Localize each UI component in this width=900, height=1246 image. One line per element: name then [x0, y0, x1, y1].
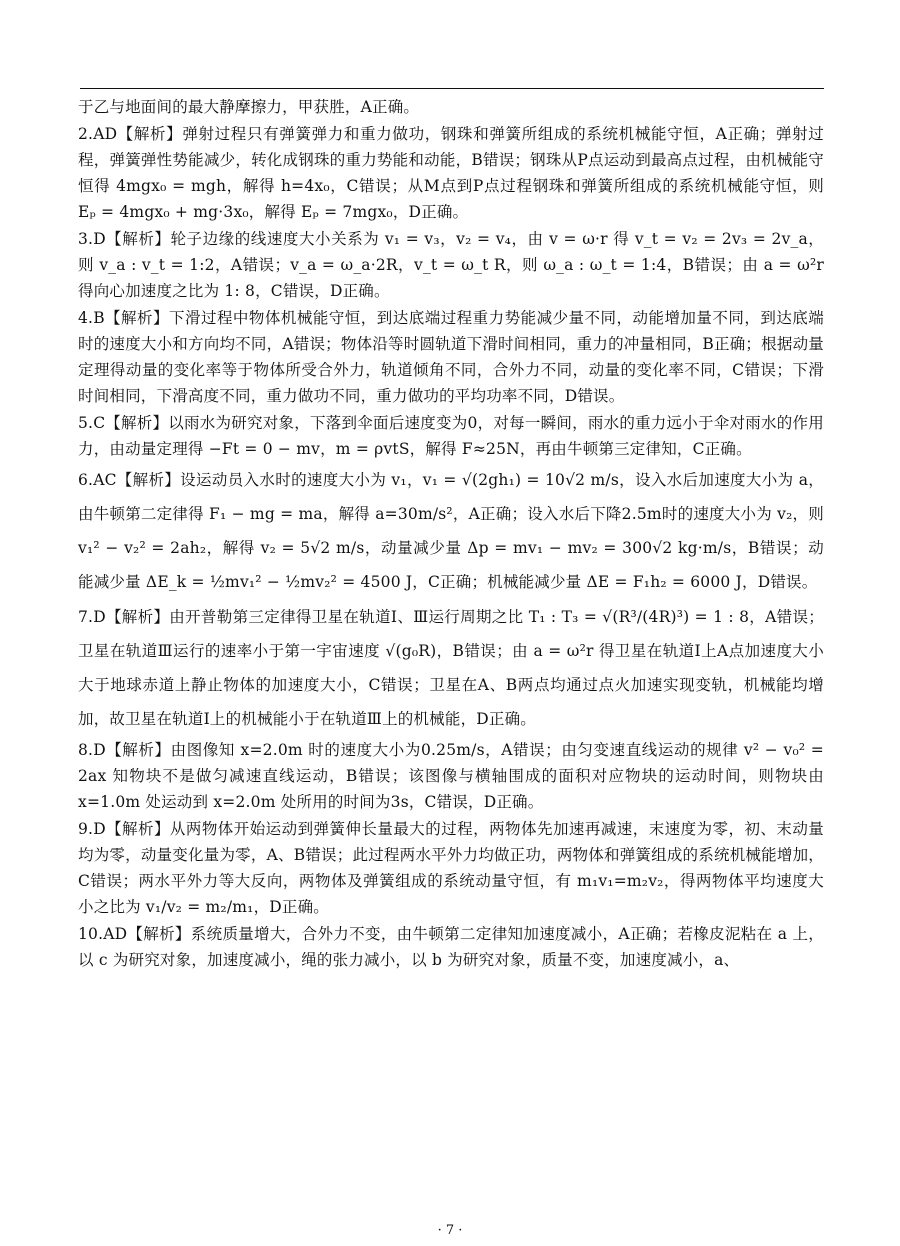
- paragraph-answer-2: 2.AD【解析】弹射过程只有弹簧弹力和重力做功，钢珠和弹簧所组成的系统机械能守恒，A正确；弹射过程，弹簧弹性势能减少，转化成钢珠的重力势能和动能，B错误；钢珠从P点运动到最高点过程，由机械能守恒得 4mgx₀ = mgh，解得 h=4x₀，C错误；从M点到P点过程钢珠和弹簧所组成的系统机械能守恒，则 Eₚ = 4mgx₀ + mg·3x₀，解得 Eₚ = 7mgx₀，D正确。: [78, 125, 824, 221]
- paragraph-1-tail: 于乙与地面间的最大静摩擦力，甲获胜，A正确。: [78, 98, 420, 116]
- paragraph-answer-4: 4.B【解析】下滑过程中物体机械能守恒，到达底端过程重力势能减少量不同，动能增加量不同，到达底端时的速度大小和方向均不同，A错误；物体沿等时圆轨道下滑时间相同，重力的冲量相同，B正确；根据动量定理得动量的变化率等于物体所受合外力，轨道倾角不同，合外力不同，动量的变化率不同，C错误；下滑时间相同，下滑高度不同，重力做功不同，重力做功的平均功率不同，D错误。: [78, 309, 824, 405]
- paragraph-answer-3: 3.D【解析】轮子边缘的线速度大小关系为 v₁ = v₃，v₂ = v₄，由 v = ω·r 得 v_t = v₂ = 2v₃ = 2v_a，则 v_a : v_t = 1:2，A错误；v_a = ω_a·2R，v_t = ω_t R，则 ω_a : ω_t = 1:4，B错误；由 a = ω²r 得向心加速度之比为 1: 8，C错误，D正确。: [78, 230, 824, 300]
- header-rule: [80, 88, 824, 89]
- paragraph-answer-5: 5.C【解析】以雨水为研究对象，下落到伞面后速度变为0，对每一瞬间，雨水的重力远小于伞对雨水的作用力，由动量定理得 −Ft = 0 − mv，m = ρvtS，解得 F≈25N，再由牛顿第三定律知，C正确。: [78, 414, 824, 458]
- paragraph-answer-9: 9.D【解析】从两物体开始运动到弹簧伸长量最大的过程，两物体先加速再减速，末速度为零，初、末动量均为零，动量变化量为零，A、B错误；此过程两水平外力均做正功，两物体和弹簧组成的系统机械能增加，C错误；两水平外力等大反向，两物体及弹簧组成的系统动量守恒，有 m₁v₁=m₂v₂，得两物体平均速度大小之比为 v₁/v₂ = m₂/m₁，D正确。: [78, 820, 824, 916]
- page-number: · 7 ·: [437, 1223, 463, 1238]
- paragraph-answer-10: 10.AD【解析】系统质量增大，合外力不变，由牛顿第二定律知加速度减小，A正确；若橡皮泥粘在 a 上，以 c 为研究对象，加速度减小，绳的张力减小，以 b 为研究对象，质量不变，加速度减小，a、: [78, 925, 824, 969]
- paragraph-answer-6: 6.AC【解析】设运动员入水时的速度大小为 v₁，v₁ = √(2gh₁) = 10√2 m/s，设入水后加速度大小为 a，由牛顿第二定律得 F₁ − mg = ma，解得 a=30m/s²，A正确；设入水后下降2.5m时的速度大小为 v₂，则 v₁² − v₂² = 2ah₂，解得 v₂ = 5√2 m/s，动量减少量 Δp = mv₁ − mv₂ = 300√2 kg·m/s，B错误；动能减少量 ΔE_k = ½mv₁² − ½mv₂² = 4500 J，C正确；机械能减少量 ΔE = F₁h₂ = 6000 J，D错误。: [78, 471, 824, 591]
- answer-explanations: [78, 94, 824, 973]
- paragraph-answer-7: 7.D【解析】由开普勒第三定律得卫星在轨道Ⅰ、Ⅲ运行周期之比 T₁ : T₃ = √(R³/(4R)³) = 1 : 8，A错误；卫星在轨道Ⅲ运行的速率小于第一宇宙速度 √(g₀R)，B错误；由 a = ω²r 得卫星在轨道Ⅰ上A点加速度大小大于地球赤道上静止物体的加速度大小，C错误；卫星在A、B两点均通过点火加速实现变轨，机械能均增加，故卫星在轨道Ⅰ上的机械能小于在轨道Ⅲ上的机械能，D正确。: [78, 608, 824, 728]
- paragraph-answer-8: 8.D【解析】由图像知 x=2.0m 时的速度大小为0.25m/s，A错误；由匀变速直线运动的规律 v² − v₀² = 2ax 知物块不是做匀减速直线运动，B错误；该图像与横轴围成的面积对应物块的运动时间，则物块由 x=1.0m 处运动到 x=2.0m 处所用的时间为3s，C错误，D正确。: [78, 741, 824, 811]
